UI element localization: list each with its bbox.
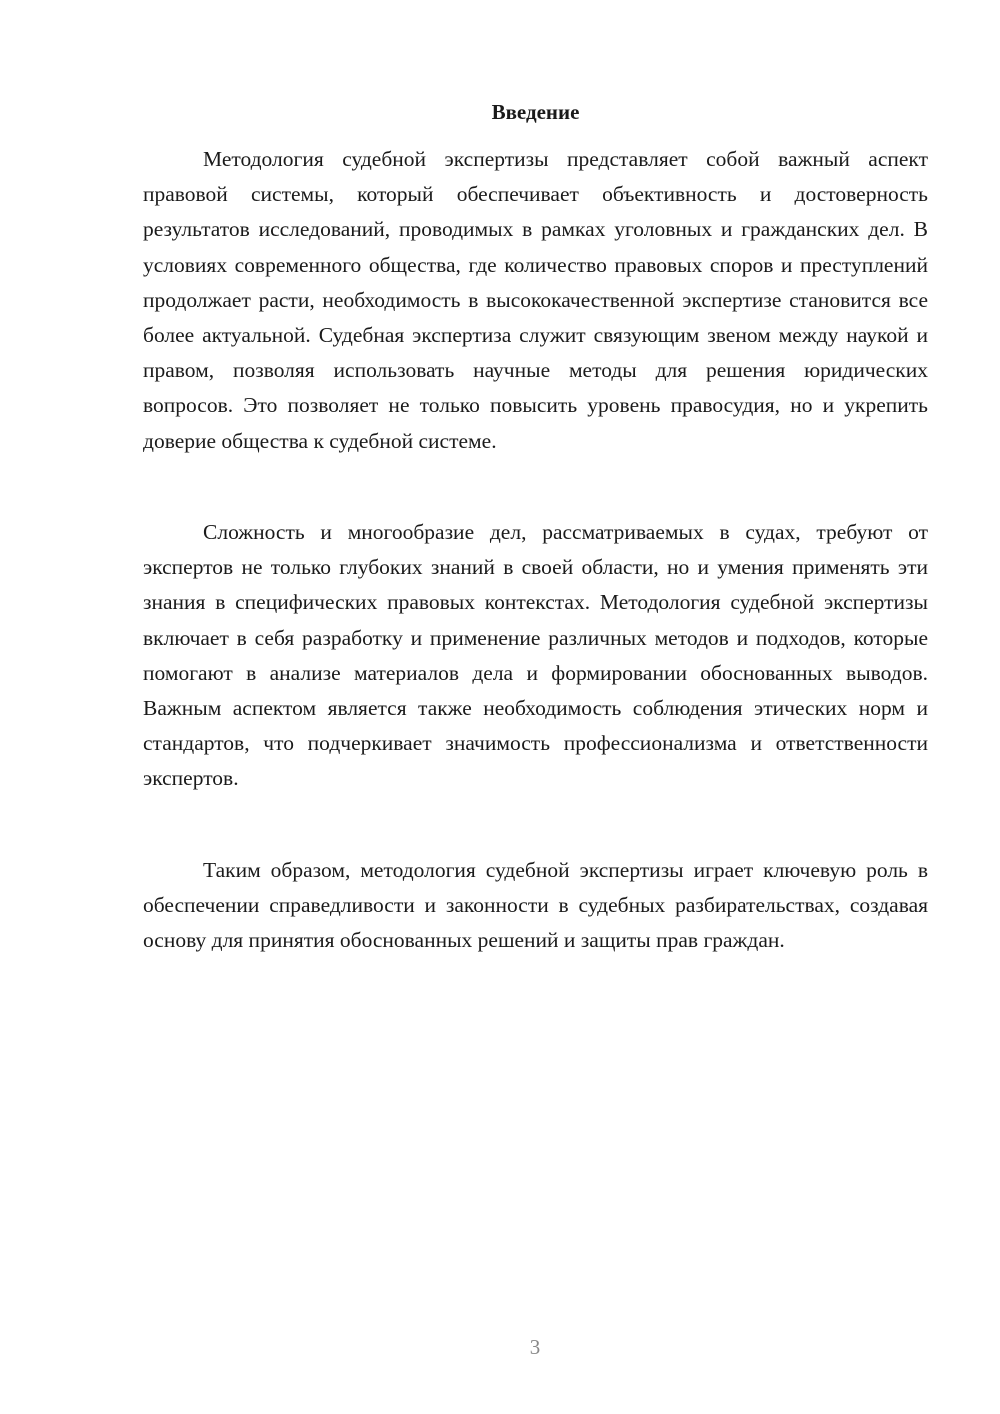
page-number: 3 xyxy=(529,1335,541,1359)
paragraph-3: Таким образом, методология судебной экспертизы играет ключевую роль в обеспечении справедливости и законности в судебных разбирательствах, создавая основу для принятия обоснованных решений и защиты прав граждан. xyxy=(143,858,928,953)
paragraph-1: Методология судебной экспертизы представляет собой важный аспект правовой системы, который обеспечивает объективность и достоверность результатов исследований, проводимых в рамках уголовных и гражданских дел. В условиях современного общества, где количество правовых споров и преступлений продолжает расти, необходимость в высококачественной экспертизе становится все более актуальной. Судебная экспертиза служит связующим звеном между наукой и правом, позволяя использовать научные методы для решения юридических вопросов. Это позволяет не только повысить уровень правосудия, но и укрепить доверие общества к судебной системе. xyxy=(143,147,928,453)
section-heading: Введение xyxy=(491,100,580,124)
paragraph-2: Сложность и многообразие дел, рассматриваемых в судах, требуют от экспертов не только глубоких знаний в своей области, но и умения применять эти знания в специфических правовых контекстах. Методология судебной экспертизы включает в себя разработку и применение различных методов и подходов, которые помогают в анализе материалов дела и формировании обоснованных выводов. Важным аспектом является также необходимость соблюдения этических норм и стандартов, что подчеркивает значимость профессионализма и ответственности экспертов. xyxy=(143,520,928,791)
